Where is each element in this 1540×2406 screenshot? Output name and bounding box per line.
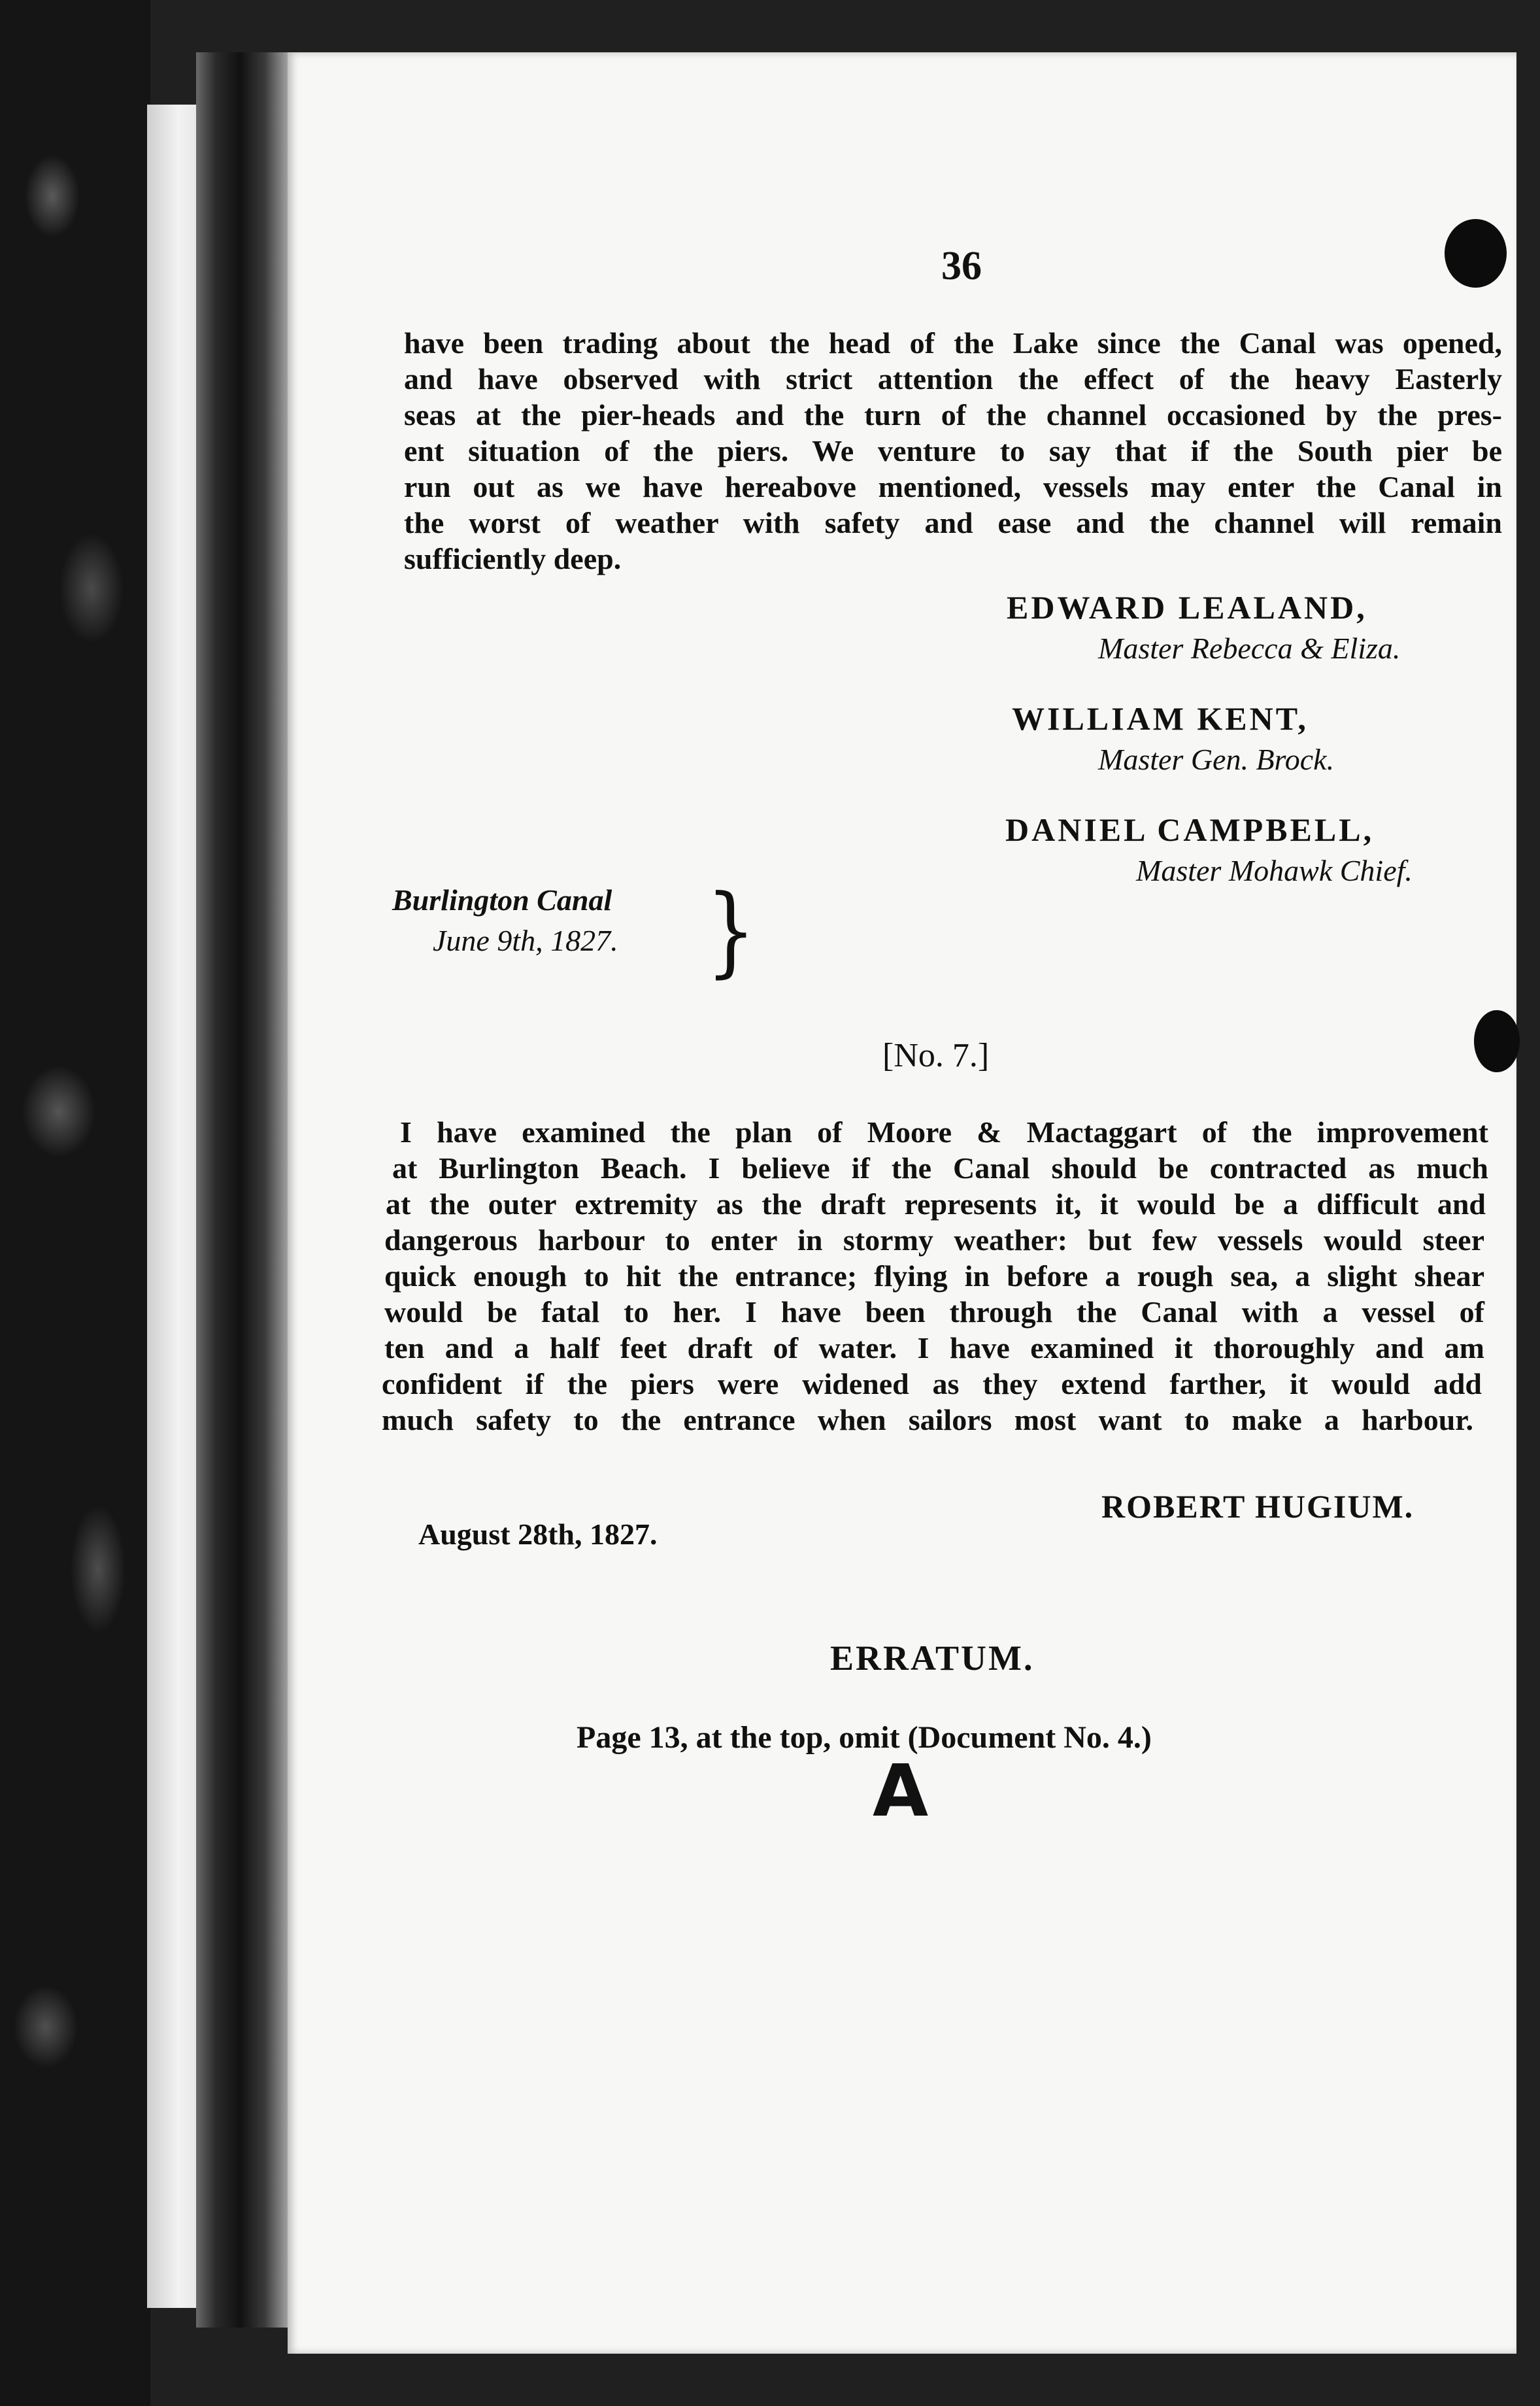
punch-hole <box>1474 1010 1520 1072</box>
first-letter-line: and have observed with strict attention the effect of the heavy Easterly <box>404 362 1502 396</box>
handwritten-mark: A <box>873 1749 929 1833</box>
second-letter-line: at Burlington Beach. I believe if the Canal should be contracted as much <box>392 1151 1488 1185</box>
signer-name: WILLIAM KENT, <box>1012 700 1309 737</box>
first-letter-line: the worst of weather with safety and ease and the channel will remain <box>404 506 1502 539</box>
erratum-text: Page 13, at the top, omit (Document No. 4.) <box>577 1720 1152 1755</box>
letter-date: August 28th, 1827. <box>418 1517 658 1551</box>
book-binding <box>196 52 294 2328</box>
second-letter-line: I have examined the plan of Moore & Mactaggart of the improvement <box>400 1115 1488 1149</box>
second-letter-line: quick enough to hit the entrance; flying in before a rough sea, a slight shear <box>384 1259 1484 1293</box>
second-letter-line: confident if the piers were widened as they extend farther, it would add <box>382 1367 1482 1400</box>
punch-hole <box>1445 219 1507 288</box>
first-letter-line: sufficiently deep. <box>404 542 622 575</box>
page-number: 36 <box>941 244 982 288</box>
second-letter-line: dangerous harbour to enter in stormy weather: but few vessels would steer <box>384 1223 1484 1257</box>
letter-place: Burlington Canal <box>392 883 612 917</box>
second-letter-line: at the outer extremity as the draft represents it, it would be a difficult and <box>386 1187 1486 1221</box>
erratum-heading: ERRATUM. <box>830 1638 1035 1678</box>
first-letter-line: ent situation of the piers. We venture to say that if the South pier be <box>404 434 1502 467</box>
signer-title: Master Gen. Brock. <box>1098 743 1335 776</box>
second-letter-line: much safety to the entrance when sailors most want to make a harbour. <box>382 1403 1473 1436</box>
document-number: [No. 7.] <box>882 1037 990 1074</box>
second-letter-line: would be fatal to her. I have been through the Canal with a vessel of <box>384 1295 1484 1329</box>
signer-title: Master Mohawk Chief. <box>1136 854 1413 887</box>
first-letter-line: have been trading about the head of the Lake since the Canal was opened, <box>404 326 1502 360</box>
first-letter-line: run out as we have hereabove mentioned, vessels may enter the Canal in <box>404 470 1502 503</box>
first-letter-line: seas at the pier-heads and the turn of the channel occasioned by the pres- <box>404 398 1502 432</box>
second-letter-line: ten and a half feet draft of water. I have examined it thoroughly and am <box>384 1331 1484 1364</box>
signer-name: DANIEL CAMPBELL, <box>1005 811 1375 848</box>
brace-mark: } <box>706 874 756 989</box>
signer-name: ROBERT HUGIUM. <box>1101 1488 1414 1525</box>
signer-title: Master Rebecca & Eliza. <box>1098 632 1401 665</box>
letter-date: June 9th, 1827. <box>433 924 618 957</box>
page-edges <box>147 105 199 2308</box>
signer-name: EDWARD LEALAND, <box>1007 589 1367 626</box>
book-cover-background <box>0 0 150 2406</box>
